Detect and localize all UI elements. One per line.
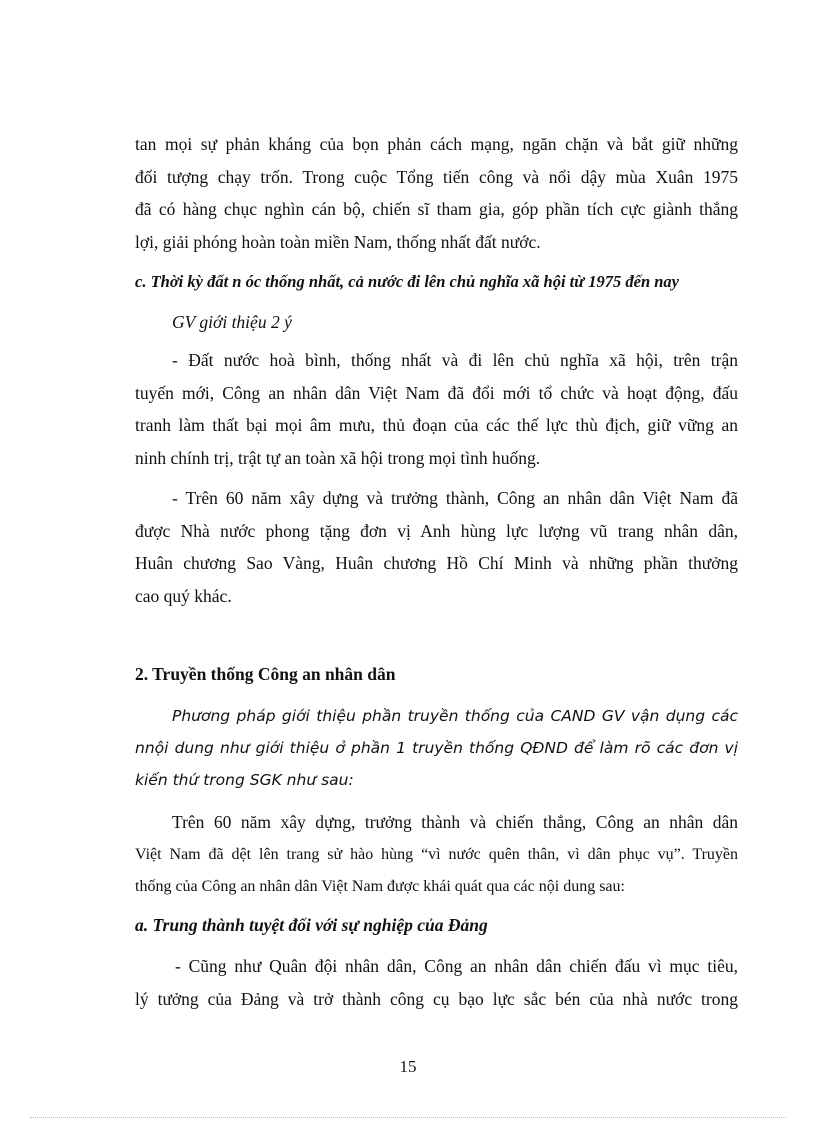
text-line: tuyến mới, Công an nhân dân Việt Nam đã đổi mới tổ chức và hoạt động, đấu [135, 382, 738, 403]
heading-a [135, 909, 738, 942]
page-number: 15 [399, 1057, 417, 1076]
text-line: lợi, giải phóng hoàn toàn miền Nam, thống nhất đất nước. [135, 231, 541, 252]
text-line: nnội dung như giới thiệu ở phần 1 truyền thống QĐND để làm rõ các đơn vị [135, 739, 738, 757]
footer-divider [30, 1117, 786, 1118]
text-line: được Nhà nước phong tặng đơn vị Anh hùng lực lượng vũ trang nhân dân, [135, 520, 738, 541]
paragraph-4 [135, 700, 738, 796]
heading-c [135, 266, 738, 299]
paragraph-3 [135, 482, 738, 612]
heading-2 [135, 658, 738, 691]
gv-intro [172, 306, 732, 339]
heading-text: c. Thời kỳ đất n óc thống nhất, cả nước đi lên chủ nghĩa xã hội từ 1975 đến nay [135, 272, 680, 291]
text-line: tan mọi sự phản kháng của bọn phản cách mạng, ngăn chặn và bắt giữ những [135, 134, 738, 154]
text-line: đã có hàng chục nghìn cán bộ, chiến sĩ tham gia, góp phần tích cực giành thắng [135, 199, 738, 219]
text-line: thống của Công an nhân dân Việt Nam được khái quát qua các nội dung sau: [135, 878, 625, 895]
text-line: GV giới thiệu 2 ý [172, 312, 292, 332]
text-line: - Đất nước hoà bình, thống nhất và đi lên chủ nghĩa xã hội, trên trận [172, 350, 738, 370]
text-line: đối tượng chạy trốn. Trong cuộc Tổng tiến công và nổi dậy mùa Xuân 1975 [135, 166, 738, 187]
text-line: - Trên 60 năm xây dựng và trưởng thành, Công an nhân dân Việt Nam đã [172, 488, 738, 508]
text-line: kiến thứ trong SGK như sau: [135, 771, 354, 789]
paragraph-6 [135, 950, 738, 1015]
paragraph-2 [135, 344, 738, 474]
text-line: Trên 60 năm xây dựng, trưởng thành và chiến thắng, Công an nhân dân [172, 812, 738, 832]
paragraph-1 [135, 128, 738, 258]
text-line: lý tưởng của Đảng và trở thành công cụ bạo lực sắc bén của nhà nước trong [135, 988, 738, 1009]
text-line: ninh chính trị, trật tự an toàn xã hội trong mọi tình huống. [135, 447, 541, 468]
paragraph-5 [135, 806, 738, 904]
text-line: cao quý khác. [135, 585, 232, 606]
text-line: - Cũng như Quân đội nhân dân, Công an nhân dân chiến đấu vì mục tiêu, [175, 956, 738, 976]
text-line: tranh làm thất bại mọi âm mưu, thủ đoạn của các thế lực thù địch, giữ vững an [135, 415, 738, 435]
text-line: Việt Nam đã dệt lên trang sử hào hùng “vì nước quên thân, vì dân phục vụ”. Truyền [135, 845, 738, 863]
heading-text: 2. Truyền thống Công an nhân dân [135, 664, 396, 684]
text-line: Huân chương Sao Vàng, Huân chương Hồ Chí Minh và những phần thưởng [135, 553, 738, 573]
heading-text: a. Trung thành tuyệt đối với sự nghiệp của Đảng [135, 915, 488, 935]
text-line: Phương pháp giới thiệu phần truyền thống của CAND GV vận dụng các [172, 707, 738, 725]
